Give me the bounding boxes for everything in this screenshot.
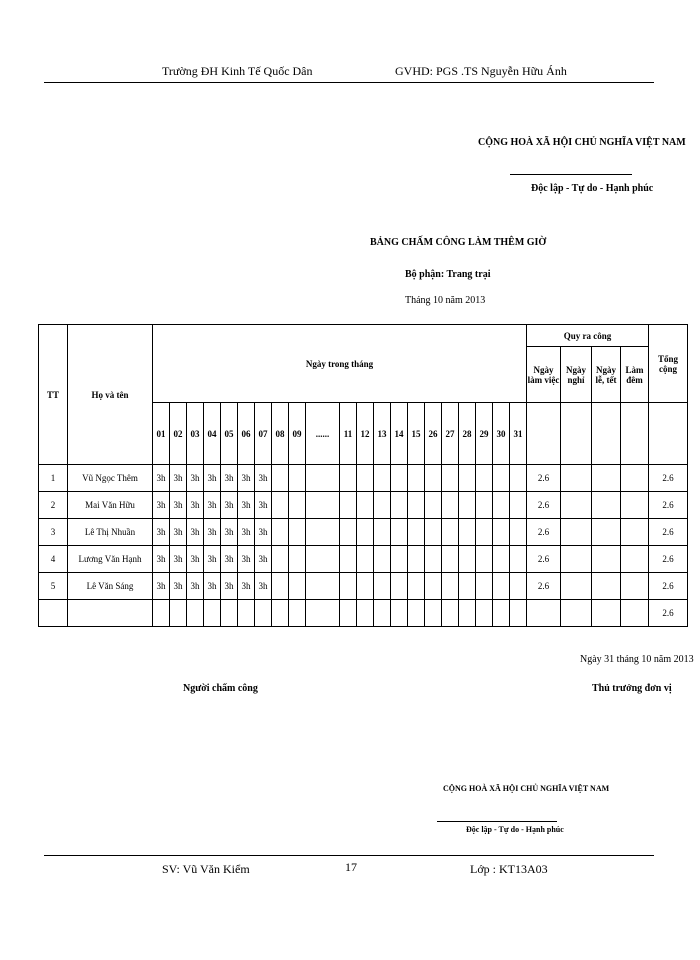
national-motto: Độc lập - Tự do - Hạnh phúc <box>531 183 654 194</box>
hour-cell: 3h <box>204 492 221 519</box>
footer-student: SV: Vũ Văn Kiểm <box>162 862 250 876</box>
total-row-empty <box>476 600 493 627</box>
hour-cell: 3h <box>187 492 204 519</box>
signature-head: Thủ trưởng đơn vị <box>592 683 672 694</box>
total-row-empty <box>289 600 306 627</box>
row-name: Mai Văn Hữu <box>68 492 153 519</box>
hour-cell: 3h <box>221 519 238 546</box>
total-row-empty <box>459 600 476 627</box>
day-cell-empty <box>306 573 340 600</box>
total-row-empty <box>272 600 289 627</box>
day-header: 07 <box>255 403 272 465</box>
row-total: 2.6 <box>649 573 688 600</box>
day-header: 09 <box>289 403 306 465</box>
day-cell-empty <box>476 492 493 519</box>
day-cell-empty <box>425 492 442 519</box>
day-header: 06 <box>238 403 255 465</box>
table-body <box>39 465 688 627</box>
day-header: 01 <box>153 403 170 465</box>
row-leave <box>561 492 592 519</box>
summary-header-empty <box>527 403 561 465</box>
day-cell-empty <box>493 546 510 573</box>
col-tt: TT <box>39 325 68 465</box>
day-cell-empty <box>476 573 493 600</box>
total-row-empty <box>391 600 408 627</box>
hour-cell: 3h <box>238 546 255 573</box>
day-cell-empty <box>391 492 408 519</box>
row-workdays: 2.6 <box>527 492 561 519</box>
row-holiday <box>592 519 621 546</box>
day-cell-empty <box>374 573 391 600</box>
row-holiday <box>592 546 621 573</box>
day-cell-empty <box>493 465 510 492</box>
hour-cell: 3h <box>170 465 187 492</box>
row-workdays: 2.6 <box>527 546 561 573</box>
total-row-empty <box>39 600 68 627</box>
total-row-empty <box>238 600 255 627</box>
hour-cell: 3h <box>170 519 187 546</box>
total-row-empty <box>153 600 170 627</box>
day-cell-empty <box>391 573 408 600</box>
day-cell-empty <box>340 573 357 600</box>
hour-cell: 3h <box>187 519 204 546</box>
day-cell-empty <box>510 546 527 573</box>
table-row <box>39 492 688 519</box>
day-cell-empty <box>357 519 374 546</box>
row-name: Lê Thị Nhuần <box>68 519 153 546</box>
day-header: 12 <box>357 403 374 465</box>
total-row-empty <box>255 600 272 627</box>
footer-page-number: 17 <box>345 860 357 874</box>
day-cell-empty <box>510 465 527 492</box>
total-row-empty <box>442 600 459 627</box>
national-title: CỘNG HOÀ XÃ HỘI CHỦ NGHĨA VIỆT NAM <box>478 137 686 148</box>
day-cell-empty <box>476 546 493 573</box>
hour-cell: 3h <box>255 492 272 519</box>
day-cell-empty <box>374 519 391 546</box>
total-row-empty <box>425 600 442 627</box>
national-underline <box>510 174 632 175</box>
day-cell-empty <box>510 519 527 546</box>
col-leave: Ngày nghỉ <box>561 347 592 403</box>
day-cell-empty <box>476 519 493 546</box>
day-cell-empty <box>340 465 357 492</box>
hour-cell: 3h <box>187 546 204 573</box>
grand-total: 2.6 <box>649 600 688 627</box>
day-cell-empty <box>272 519 289 546</box>
hour-cell: 3h <box>170 492 187 519</box>
hour-cell: 3h <box>238 492 255 519</box>
total-row-empty <box>357 600 374 627</box>
row-name: Lê Văn Sáng <box>68 573 153 600</box>
day-header: 05 <box>221 403 238 465</box>
hour-cell: 3h <box>221 573 238 600</box>
day-cell-empty <box>442 546 459 573</box>
col-holiday: Ngày lễ, tết <box>592 347 621 403</box>
national-underline-small <box>437 821 557 822</box>
day-cell-empty <box>357 546 374 573</box>
row-total: 2.6 <box>649 465 688 492</box>
day-cell-empty <box>272 492 289 519</box>
hour-cell: 3h <box>221 492 238 519</box>
hour-cell: 3h <box>255 573 272 600</box>
day-cell-empty <box>510 573 527 600</box>
day-cell-empty <box>374 546 391 573</box>
row-workdays: 2.6 <box>527 519 561 546</box>
day-cell-empty <box>374 492 391 519</box>
day-header: 26 <box>425 403 442 465</box>
day-cell-empty <box>391 465 408 492</box>
hour-cell: 3h <box>153 519 170 546</box>
day-cell-empty <box>289 573 306 600</box>
day-cell-empty <box>357 492 374 519</box>
signature-timekeeper: Người chấm công <box>183 683 258 694</box>
day-cell-empty <box>408 519 425 546</box>
row-holiday <box>592 573 621 600</box>
hour-cell: 3h <box>187 573 204 600</box>
day-header: 29 <box>476 403 493 465</box>
hour-cell: 3h <box>153 573 170 600</box>
row-workdays: 2.6 <box>527 573 561 600</box>
table-row <box>39 465 688 492</box>
day-header: 13 <box>374 403 391 465</box>
day-header: 30 <box>493 403 510 465</box>
national-motto-small: Độc lập - Tự do - Hạnh phúc <box>466 825 564 834</box>
row-night <box>621 465 649 492</box>
total-row-empty <box>187 600 204 627</box>
day-cell-empty <box>442 465 459 492</box>
day-header: 27 <box>442 403 459 465</box>
row-name: Vũ Ngọc Thêm <box>68 465 153 492</box>
day-cell-empty <box>459 492 476 519</box>
day-cell-empty <box>357 573 374 600</box>
hour-cell: 3h <box>255 546 272 573</box>
row-workdays: 2.6 <box>527 465 561 492</box>
summary-header-empty <box>592 403 621 465</box>
row-name: Lương Văn Hạnh <box>68 546 153 573</box>
table-row <box>39 573 688 600</box>
day-header: 11 <box>340 403 357 465</box>
day-cell-empty <box>272 546 289 573</box>
day-cell-empty <box>459 465 476 492</box>
hour-cell: 3h <box>170 573 187 600</box>
day-cell-empty <box>408 465 425 492</box>
total-row-empty <box>621 600 649 627</box>
day-cell-empty <box>272 465 289 492</box>
total-row-empty <box>527 600 561 627</box>
table-row <box>39 546 688 573</box>
hour-cell: 3h <box>204 519 221 546</box>
day-cell-empty <box>442 573 459 600</box>
footer-class: Lớp : KT13A03 <box>470 862 548 876</box>
day-header: ...... <box>306 403 340 465</box>
row-holiday <box>592 492 621 519</box>
total-row-empty <box>306 600 340 627</box>
row-total: 2.6 <box>649 519 688 546</box>
total-row-empty <box>561 600 592 627</box>
day-cell-empty <box>357 465 374 492</box>
day-cell-empty <box>289 492 306 519</box>
day-header: 31 <box>510 403 527 465</box>
total-row-empty <box>592 600 621 627</box>
hour-cell: 3h <box>255 465 272 492</box>
day-cell-empty <box>408 492 425 519</box>
hour-cell: 3h <box>153 546 170 573</box>
day-cell-empty <box>289 546 306 573</box>
day-cell-empty <box>289 465 306 492</box>
total-row-empty <box>170 600 187 627</box>
doc-title: BẢNG CHẤM CÔNG LÀM THÊM GIỜ <box>370 237 547 248</box>
col-workdays: Ngày làm việc <box>527 347 561 403</box>
row-leave <box>561 573 592 600</box>
national-title-small: CỘNG HOÀ XÃ HỘI CHỦ NGHĨA VIỆT NAM <box>443 784 610 793</box>
day-cell-empty <box>459 573 476 600</box>
total-row-empty <box>204 600 221 627</box>
day-cell-empty <box>374 465 391 492</box>
day-cell-empty <box>459 546 476 573</box>
day-cell-empty <box>340 546 357 573</box>
col-days: Ngày trong tháng <box>153 325 527 403</box>
day-cell-empty <box>510 492 527 519</box>
header-school: Trường ĐH Kinh Tế Quốc Dân <box>162 64 313 78</box>
attendance-table <box>38 324 688 627</box>
day-cell-empty <box>425 465 442 492</box>
row-night <box>621 573 649 600</box>
row-tt: 1 <box>39 465 68 492</box>
total-row-empty <box>408 600 425 627</box>
row-tt: 5 <box>39 573 68 600</box>
hour-cell: 3h <box>204 573 221 600</box>
col-conversion: Quy ra công <box>527 325 649 347</box>
hour-cell: 3h <box>238 465 255 492</box>
hour-cell: 3h <box>204 546 221 573</box>
footer-rule <box>44 855 654 856</box>
hour-cell: 3h <box>204 465 221 492</box>
row-tt: 4 <box>39 546 68 573</box>
row-night <box>621 546 649 573</box>
header-rule <box>44 82 654 83</box>
day-cell-empty <box>442 492 459 519</box>
table-row-total <box>39 600 688 627</box>
row-total: 2.6 <box>649 492 688 519</box>
row-total: 2.6 <box>649 546 688 573</box>
day-cell-empty <box>408 573 425 600</box>
row-night <box>621 492 649 519</box>
row-tt: 2 <box>39 492 68 519</box>
col-night: Làm đêm <box>621 347 649 403</box>
total-row-empty <box>510 600 527 627</box>
day-cell-empty <box>340 492 357 519</box>
day-cell-empty <box>272 573 289 600</box>
day-cell-empty <box>442 519 459 546</box>
day-cell-empty <box>306 546 340 573</box>
day-cell-empty <box>493 519 510 546</box>
day-cell-empty <box>391 519 408 546</box>
total-row-empty <box>221 600 238 627</box>
row-night <box>621 519 649 546</box>
total-row-empty <box>493 600 510 627</box>
row-tt: 3 <box>39 519 68 546</box>
day-header: 04 <box>204 403 221 465</box>
hour-cell: 3h <box>221 546 238 573</box>
day-cell-empty <box>493 492 510 519</box>
day-cell-empty <box>425 546 442 573</box>
total-row-empty <box>340 600 357 627</box>
hour-cell: 3h <box>255 519 272 546</box>
hour-cell: 3h <box>187 465 204 492</box>
day-header: 15 <box>408 403 425 465</box>
doc-department: Bộ phận: Trang trại <box>405 269 491 280</box>
row-leave <box>561 465 592 492</box>
day-cell-empty <box>425 519 442 546</box>
day-cell-empty <box>306 519 340 546</box>
doc-period: Tháng 10 năm 2013 <box>405 295 486 306</box>
day-cell-empty <box>425 573 442 600</box>
table-row <box>39 519 688 546</box>
header-instructor: GVHD: PGS .TS Nguyễn Hữu Ánh <box>395 64 567 78</box>
total-row-empty <box>374 600 391 627</box>
col-name: Họ và tên <box>68 325 153 465</box>
hour-cell: 3h <box>153 465 170 492</box>
day-cell-empty <box>459 519 476 546</box>
day-cell-empty <box>289 519 306 546</box>
day-cell-empty <box>306 465 340 492</box>
hour-cell: 3h <box>238 519 255 546</box>
summary-header-empty <box>561 403 592 465</box>
total-row-empty <box>68 600 153 627</box>
day-header: 08 <box>272 403 289 465</box>
day-cell-empty <box>493 573 510 600</box>
hour-cell: 3h <box>238 573 255 600</box>
day-header: 14 <box>391 403 408 465</box>
signature-date: Ngày 31 tháng 10 năm 2013 <box>580 654 694 665</box>
col-total: Tổng cộng <box>649 325 688 403</box>
hour-cell: 3h <box>221 465 238 492</box>
day-header: 03 <box>187 403 204 465</box>
row-leave <box>561 519 592 546</box>
row-leave <box>561 546 592 573</box>
day-header: 28 <box>459 403 476 465</box>
summary-header-empty <box>621 403 649 465</box>
day-cell-empty <box>391 546 408 573</box>
hour-cell: 3h <box>153 492 170 519</box>
summary-header-empty <box>649 403 688 465</box>
row-holiday <box>592 465 621 492</box>
day-cell-empty <box>306 492 340 519</box>
day-cell-empty <box>476 465 493 492</box>
day-cell-empty <box>408 546 425 573</box>
day-cell-empty <box>340 519 357 546</box>
day-header: 02 <box>170 403 187 465</box>
hour-cell: 3h <box>170 546 187 573</box>
